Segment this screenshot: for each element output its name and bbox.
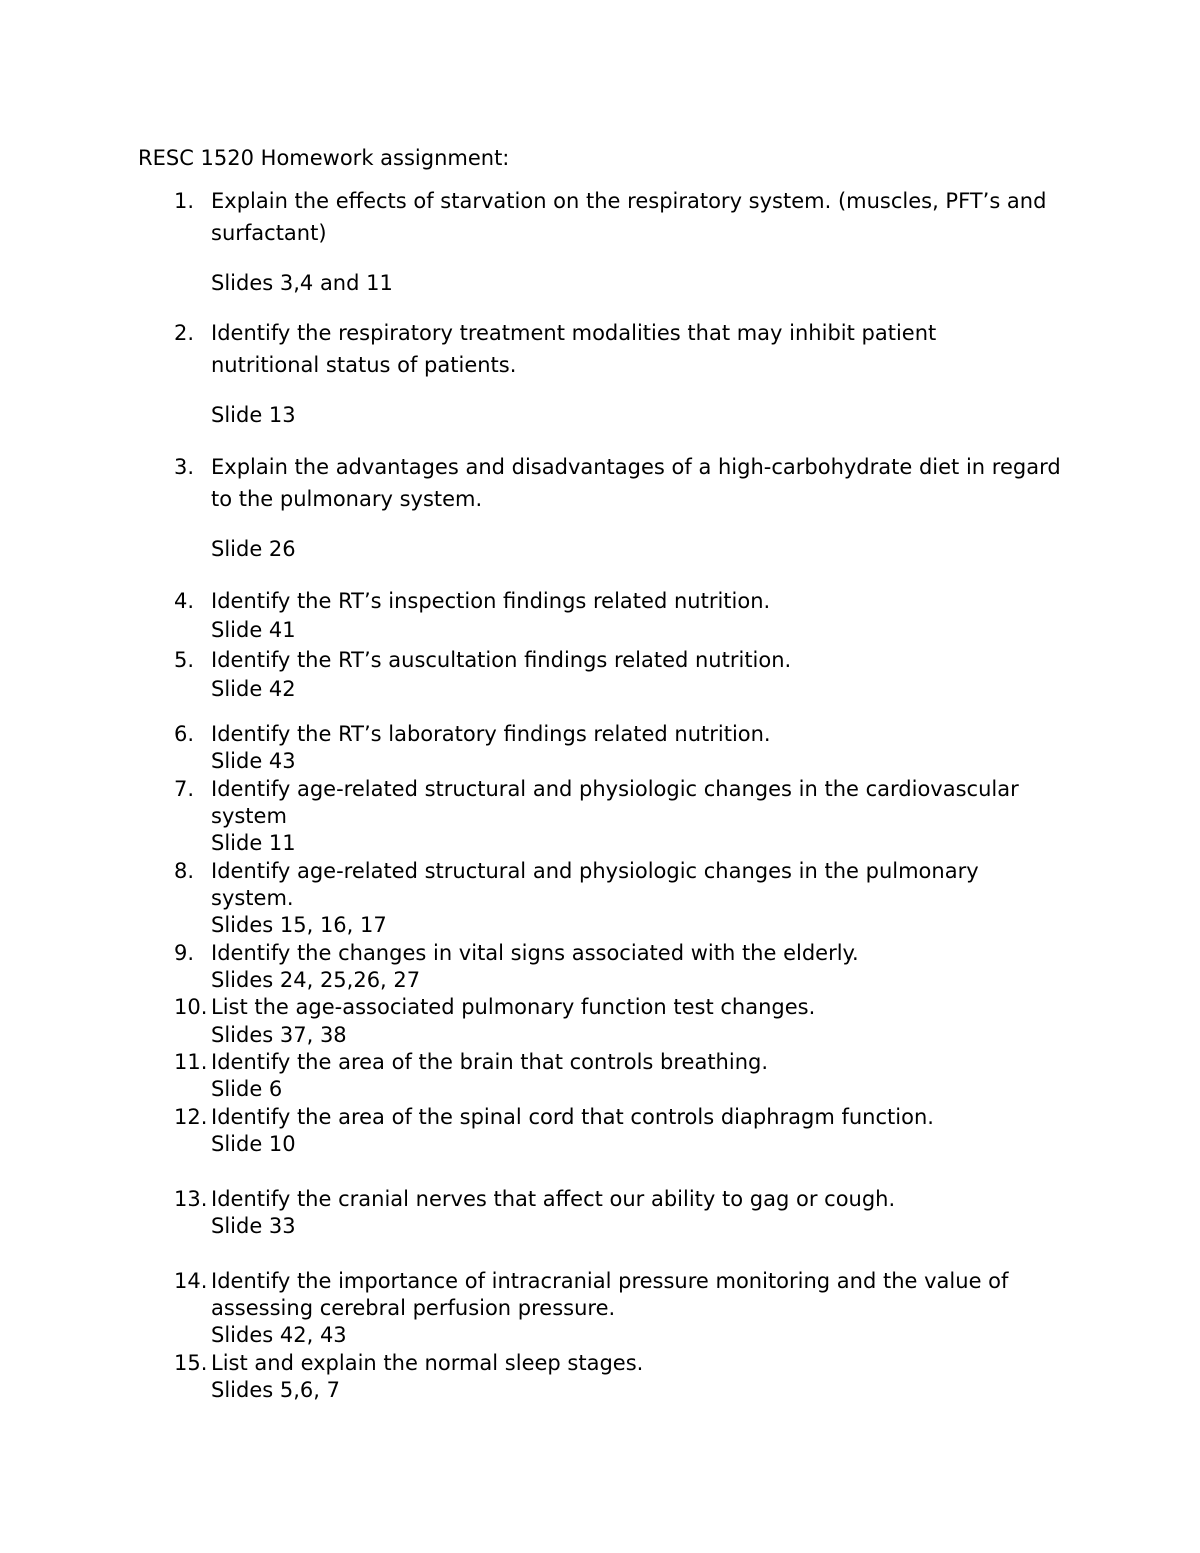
- item-slides: Slide 10: [211, 1132, 296, 1156]
- item-slides: Slide 26: [211, 537, 296, 561]
- item-number: 14.: [174, 1269, 208, 1293]
- item-text-line: system.: [211, 886, 294, 910]
- item-slides: Slide 42: [211, 677, 296, 701]
- item-text-line: Identify the respiratory treatment modalities that may inhibit patient: [211, 321, 937, 345]
- item-number: 5.: [174, 648, 195, 672]
- item-number: 7.: [174, 777, 195, 801]
- item-number: 15.: [174, 1351, 208, 1375]
- item-text-line: nutritional status of patients.: [211, 353, 517, 377]
- item-text-line: Identify the area of the brain that controls breathing.: [211, 1050, 769, 1074]
- item-number: 9.: [174, 941, 195, 965]
- item-slides: Slides 5,6, 7: [211, 1378, 340, 1402]
- item-text-line: List the age-associated pulmonary function test changes.: [211, 995, 816, 1019]
- item-number: 10.: [174, 995, 208, 1019]
- item-slides: Slide 6: [211, 1077, 283, 1101]
- item-text-line: surfactant): [211, 221, 327, 245]
- item-text-line: system: [211, 804, 287, 828]
- item-text-line: Identify the importance of intracranial pressure monitoring and the value of: [211, 1269, 1009, 1293]
- item-slides: Slide 11: [211, 831, 296, 855]
- item-slides: Slide 13: [211, 403, 296, 427]
- item-text-line: Identify the cranial nerves that affect our ability to gag or cough.: [211, 1187, 896, 1211]
- item-slides: Slide 33: [211, 1214, 296, 1238]
- item-number: 13.: [174, 1187, 208, 1211]
- item-slides: Slides 15, 16, 17: [211, 913, 387, 937]
- item-number: 12.: [174, 1105, 208, 1129]
- item-text-line: Explain the advantages and disadvantages of a high-carbohydrate diet in regard: [211, 455, 1061, 479]
- item-text-line: Identify the RT’s laboratory findings related nutrition.: [211, 722, 771, 746]
- document-title: RESC 1520 Homework assignment:: [138, 146, 510, 170]
- item-text-line: List and explain the normal sleep stages.: [211, 1351, 644, 1375]
- item-text-line: assessing cerebral perfusion pressure.: [211, 1296, 616, 1320]
- item-number: 1.: [174, 189, 195, 213]
- item-slides: Slides 37, 38: [211, 1023, 347, 1047]
- item-text-line: Identify age-related structural and physiologic changes in the cardiovascular: [211, 777, 1019, 801]
- item-slides: Slides 42, 43: [211, 1323, 347, 1347]
- item-text-line: Identify the area of the spinal cord that controls diaphragm function.: [211, 1105, 934, 1129]
- item-slides: Slides 24, 25,26, 27: [211, 968, 421, 992]
- item-number: 4.: [174, 589, 195, 613]
- item-number: 11.: [174, 1050, 208, 1074]
- item-number: 6.: [174, 722, 195, 746]
- item-text-line: Explain the effects of starvation on the respiratory system. (muscles, PFT’s and: [211, 189, 1047, 213]
- item-text-line: Identify the RT’s auscultation findings related nutrition.: [211, 648, 792, 672]
- item-text-line: Identify age-related structural and physiologic changes in the pulmonary: [211, 859, 979, 883]
- item-text-line: Identify the RT’s inspection findings related nutrition.: [211, 589, 771, 613]
- item-text-line: Identify the changes in vital signs associated with the elderly.: [211, 941, 859, 965]
- item-number: 3.: [174, 455, 195, 479]
- item-slides: Slide 43: [211, 749, 296, 773]
- item-number: 8.: [174, 859, 195, 883]
- item-slides: Slide 41: [211, 618, 296, 642]
- item-number: 2.: [174, 321, 195, 345]
- item-slides: Slides 3,4 and 11: [211, 271, 393, 295]
- item-text-line: to the pulmonary system.: [211, 487, 483, 511]
